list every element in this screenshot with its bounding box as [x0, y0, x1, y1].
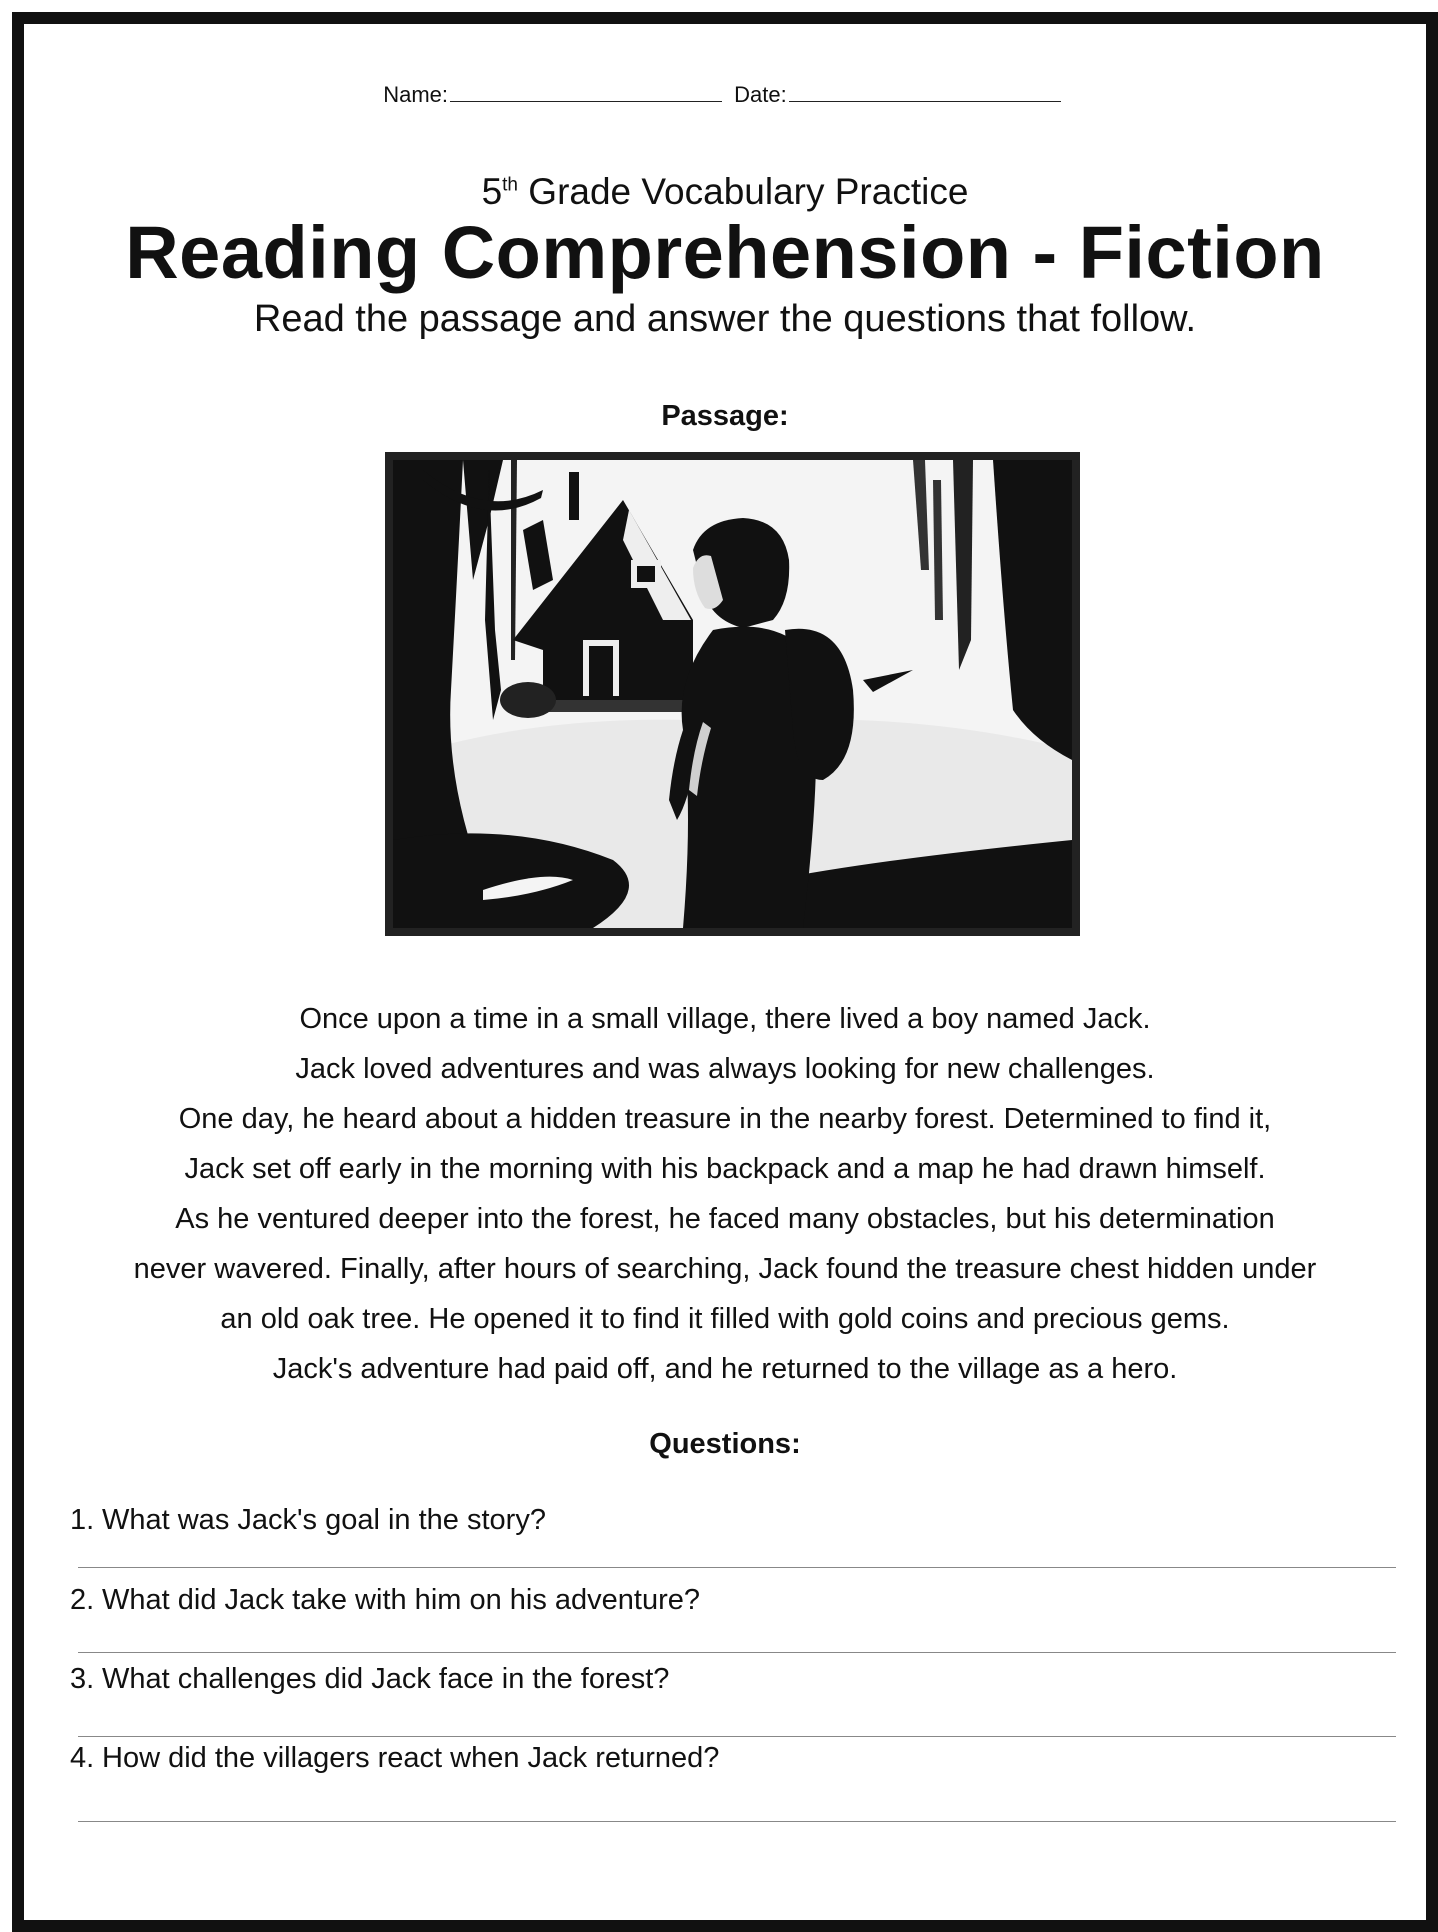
- grade-ordinal: th: [502, 174, 519, 196]
- question-4: [70, 1740, 1390, 1776]
- name-date-line: [24, 82, 1426, 108]
- questions-label: Questions:: [649, 1428, 801, 1460]
- answer-line-4[interactable]: [78, 1821, 1396, 1822]
- question-text: How did the villagers react when Jack returned?: [102, 1742, 720, 1774]
- date-blank[interactable]: [789, 100, 1061, 102]
- question-number: 4.: [70, 1742, 95, 1774]
- passage-line: never wavered. Finally, after hours of searching, Jack found the treasure chest hidden under: [133, 1253, 1317, 1285]
- question-text: What did Jack take with him on his adventure?: [102, 1584, 701, 1616]
- question-3: [70, 1661, 1390, 1697]
- passage-line: As he ventured deeper into the forest, he faced many obstacles, but his determination: [175, 1203, 1275, 1235]
- page-title: Reading Comprehension - Fiction: [125, 211, 1325, 294]
- passage-line: Once upon a time in a small village, there lived a boy named Jack.: [299, 1003, 1151, 1035]
- answer-line-2[interactable]: [78, 1652, 1396, 1653]
- passage-line: Jack's adventure had paid off, and he returned to the village as a hero.: [272, 1353, 1178, 1385]
- answer-line-1[interactable]: [78, 1567, 1396, 1568]
- date-label: Date:: [734, 82, 787, 107]
- name-blank[interactable]: [450, 100, 722, 102]
- grade-heading: [24, 170, 1426, 214]
- question-text: What challenges did Jack face in the forest?: [102, 1663, 670, 1695]
- passage-label: Passage:: [661, 400, 789, 432]
- answer-line-3[interactable]: [78, 1736, 1396, 1737]
- passage-line: Jack set off early in the morning with his backpack and a map he had drawn himself.: [184, 1153, 1266, 1185]
- grade-number: 5: [481, 171, 503, 212]
- worksheet-page: [12, 12, 1438, 1932]
- boy-forest-cabin-image: [393, 460, 1072, 928]
- name-label: Name:: [383, 82, 449, 107]
- passage-line: One day, he heard about a hidden treasure in the nearby forest. Determined to find it,: [178, 1103, 1272, 1135]
- story-illustration: [385, 452, 1080, 936]
- instructions: Read the passage and answer the questions that follow.: [253, 298, 1197, 340]
- passage-text: [64, 994, 1386, 1394]
- question-number: 1.: [70, 1504, 95, 1536]
- question-text: What was Jack's goal in the story?: [102, 1504, 546, 1536]
- passage-line: Jack loved adventures and was always looking for new challenges.: [295, 1053, 1155, 1085]
- question-2: [70, 1582, 1390, 1618]
- question-1: [70, 1502, 1390, 1538]
- grade-text: Grade Vocabulary Practice: [518, 171, 969, 212]
- question-number: 3.: [70, 1663, 95, 1695]
- passage-line: an old oak tree. He opened it to find it filled with gold coins and precious gems.: [220, 1303, 1230, 1335]
- question-number: 2.: [70, 1584, 95, 1616]
